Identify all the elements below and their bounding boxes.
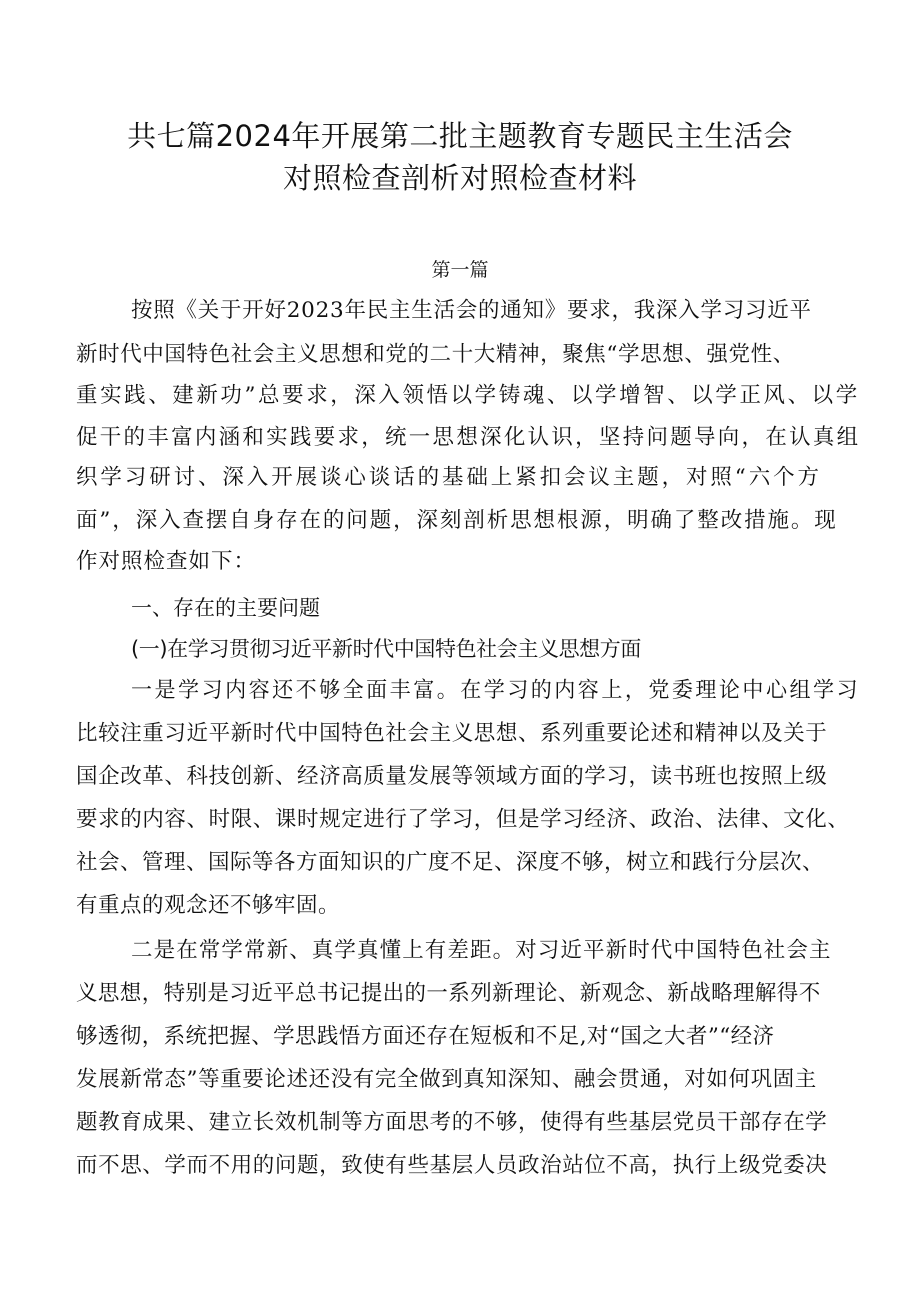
document-title-line-2: 对照检查剖析对照检查材料 — [282, 161, 637, 195]
subsection-heading: (一)在学习贯彻习近平新时代中国特色社会主义思想方面 — [131, 637, 641, 661]
paragraph-line: 够透彻，系统把握、学思践悟方面还存在短板和不足,对“国之大者”“经济 — [76, 1024, 775, 1049]
paragraph-line: 一是学习内容还不够全面丰富。在学习的内容上，党委理论中心组学习 — [131, 678, 861, 703]
intro-line: 促干的丰富内涵和实践要求，统一思想深化认识，坚持问题导向，在认真组 — [76, 425, 861, 450]
intro-line: 重实践、建新功”总要求，深入领悟以学铸魂、以学增智、以学正风、以学 — [76, 383, 860, 408]
intro-line: 面”，深入查摆自身存在的问题，深刻剖析思想根源，明确了整改措施。现 — [76, 508, 838, 533]
section-subtitle: 第一篇 — [431, 259, 489, 281]
paragraph-line: 题教育成果、建立长效机制等方面思考的不够，使得有些基层党员干部存在学 — [76, 1110, 828, 1135]
intro-line: 新时代中国特色社会主义思想和党的二十大精神，聚焦“学思想、强党性、 — [76, 342, 795, 367]
paragraph-line: 二是在常学常新、真学真懂上有差距。对习近平新时代中国特色社会主 — [131, 938, 832, 963]
intro-line: 按照《关于开好2023年民主生活会的通知》要求，我深入学习习近平 — [131, 298, 812, 323]
intro-line: 织学习研讨、深入开展谈心谈话的基础上紧扣会议主题，对照“六个方 — [76, 465, 822, 490]
document-title-line-1: 共七篇2024年开展第二批主题教育专题民主生活会 — [127, 119, 793, 153]
paragraph-line: 有重点的观念还不够牢固。 — [76, 893, 341, 918]
paragraph-line: 社会、管理、国际等各方面知识的广度不足、深度不够，树立和践行分层次、 — [76, 850, 825, 875]
intro-line: 作对照检查如下： — [76, 549, 257, 574]
paragraph-line: 国企改革、科技创新、经济高质量发展等领域方面的学习，读书班也按照上级 — [76, 764, 828, 789]
paragraph-line: 比较注重习近平新时代中国特色社会主义思想、系列重要论述和精神以及关于 — [76, 721, 828, 746]
paragraph-line: 要求的内容、时限、课时规定进行了学习，但是学习经济、政治、法律、文化、 — [76, 807, 850, 832]
paragraph-line: 而不思、学而不用的问题，致使有些基层人员政治站位不高，执行上级党委决 — [76, 1153, 828, 1178]
paragraph-line: 发展新常态”等重要论述还没有完全做到真知深知、融会贯通，对如何巩固主 — [76, 1067, 817, 1092]
paragraph-line: 义思想，特别是习近平总书记提出的一系列新理论、新观念、新战略理解得不 — [76, 981, 821, 1006]
section-heading: 一、存在的主要问题 — [131, 596, 320, 620]
